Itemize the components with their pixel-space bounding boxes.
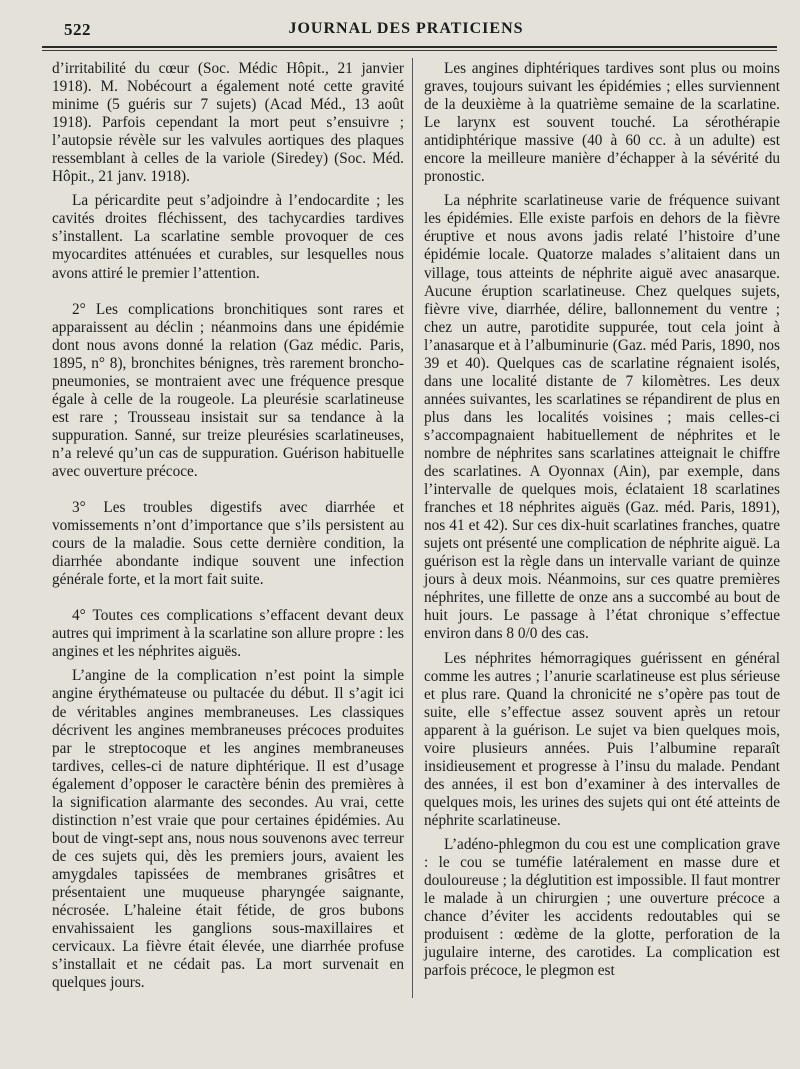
paragraph: L’angine de la complication n’est point la simple angine érythémateuse ou pultacée du début. Il s’agit ici de véritables angines membraneuses. Les classiques décrivent les angines membraneuses précoces produites par le streptocoque et les angines membraneuses tardives, celles-ci de nature diphtérique. Il est d’usage également d’opposer le caractère bénin des premières à la signification alarmante des secondes. Au vrai, cette distinction n’est vraie que pour certaines épidémies. Au bout de vingt-sept ans, nous nous souvenons avec terreur de ces sujets qui, dès les premiers jours, avaient les amygdales tapissées de membranes grisâtres et présentaient une muqueuse pharyngée saignante, nécrosée. L’haleine était fétide, de gros bubons envahissaient les ganglions sous-maxillaires et cervicaux. La fièvre était élevée, une diarrhée profuse s’installait et ne cédait pas. La mort survenait en quelques jours. (52, 667, 404, 992)
paragraph: 3° Les troubles digestifs avec diarrhée et vomissements n’ont d’importance que s’ils persistent au cours de la maladie. Sous cette dernière condition, la diarrhée abondante indique souvent une infection générale forte, et la mort fait suite. (52, 499, 404, 589)
paragraph: Les néphrites hémorragiques guérissent en général comme les autres ; l’anurie scarlatineuse est plus sérieuse et plus rare. Quand la chronicité ne s’opère pas tout de suite, elle s’effectue assez souvent après un retour apparent à la guérison. Le sujet va bien quelques mois, voire plusieurs années. Puis l’albumine reparaît insidieusement et progresse à l’insu du malade. Pendant des années, il est bon d’examiner à des intervalles de quelques mois, les urines des sujets qui ont été atteints de néphrite scarlatineuse. (424, 649, 780, 829)
paragraph: Les angines diphtériques tardives sont plus ou moins graves, toujours suivant les épidémies ; elles surviennent de la deuxième à la quatrième semaine de la scarlatine. Le larynx est souvent touché. La sérothérapie antidiphtérique massive (40 à 60 cc. à un adulte) est encore la meilleure manière d’échapper à la sévérité du pronostic. (424, 60, 780, 186)
header-rule (42, 46, 777, 48)
paragraph: L’adéno-phlegmon du cou est une complication grave : le cou se tuméfie latéralement en masse dure et douloureuse ; la déglutition est impossible. Il faut montrer le malade à un chirurgien ; une ouverture précoce a chance d’éviter les accidents redoutables qui se produisent : œdème de la glotte, perforation de la jugulaire interne, des carotides. La complication est parfois précoce, le plegmon est (424, 835, 780, 980)
paragraph: d’irritabilité du cœur (Soc. Médic Hôpit., 21 janvier 1918). M. Nobécourt a également noté cette gravité minime (5 guéris sur 7 sujets) (Acad Méd., 13 août 1918). Parfois cependant la mort peut s’ensuivre ; l’autopsie révèle sur les valvules aortiques des plaques ressemblant à celles de la variole (Siredey) (Soc. Méd. Hôpit., 21 janv. 1918). (52, 60, 404, 186)
column-divider (412, 58, 413, 998)
page-number: 522 (64, 20, 91, 39)
left-column (52, 60, 404, 992)
paragraph: La néphrite scarlatineuse varie de fréquence suivant les épidémies. Elle existe parfois en dehors de la fièvre éruptive et nous avons jadis relaté l’histoire d’une épidémie locale. Quatorze malades s’alitaient dans un village, tous atteints de néphrite aiguë avec anasarque. Aucune éruption scarlatineuse. Chez quelques sujets, fièvre vive, diarrhée, délire, ballonnement du ventre ; chez un autre, parotidite suppurée, tout cela joint à l’anasarque et à l’albuminurie (Gaz. méd Paris, 1890, nos 39 et 40). Quelques cas de scarlatine régnaient isolés, dans une localité distante de 7 kilomètres. Les deux années suivantes, les scarlatines se répandirent de plus en plus dans les localités voisines ; mais celles-ci s’accompagnaient habituellement de néphrites et le nombre de néphrites sans scarlatines atteignait le chiffre des scarlatines. A Oyonnax (Ain), par exemple, dans l’intervalle de quelques mois, éclataient 18 scarlatines franches et 18 néphrites aiguës (Gaz. méd. Paris, 1891), nos 41 et 42). Sur ces dix-huit scarlatines franches, quatre sujets ont présenté une complication de néphrite aiguë. La guérison est la règle dans un intervalle variant de quinze jours à deux mois. Néanmoins, sur ces quatre premières néphrites, une fillette de onze ans a succombé au bout de huit jours. Le passage à l’état chronique s’effectue environ dans 8 0/0 des cas. (424, 192, 780, 643)
paragraph: La péricardite peut s’adjoindre à l’endocardite ; les cavités droites fléchissent, des tachycardies tardives s’installent. La scarlatine semble provoquer de ces myocardites atténuées et curables, sur lesquelles nous avons attiré le premier l’attention. (52, 192, 404, 282)
header-rule-thin (42, 50, 777, 51)
right-column (424, 60, 780, 980)
journal-title: JOURNAL DES PRATICIENS (288, 20, 524, 37)
running-header (30, 18, 782, 44)
paragraph: 2° Les complications bronchitiques sont rares et apparaissent au déclin ; néanmoins dans une épidémie dont nous avons donné la relation (Gaz médic. Paris, 1895, n° 8), bronchites bénignes, très rarement broncho-pneumonies, se montraient avec une fréquence presque égale à celle de la rougeole. La pleurésie scarlatineuse est rare ; Trousseau insistait sur sa tendance à la suppuration. Sanné, sur treize pleurésies scarlatineuses, n’a relevé qu’un cas de suppuration. Guérison habituelle avec ouverture précoce. (52, 300, 404, 480)
paragraph: 4° Toutes ces complications s’effacent devant deux autres qui impriment à la scarlatine son allure propre : les angines et les néphrites aiguës. (52, 607, 404, 661)
